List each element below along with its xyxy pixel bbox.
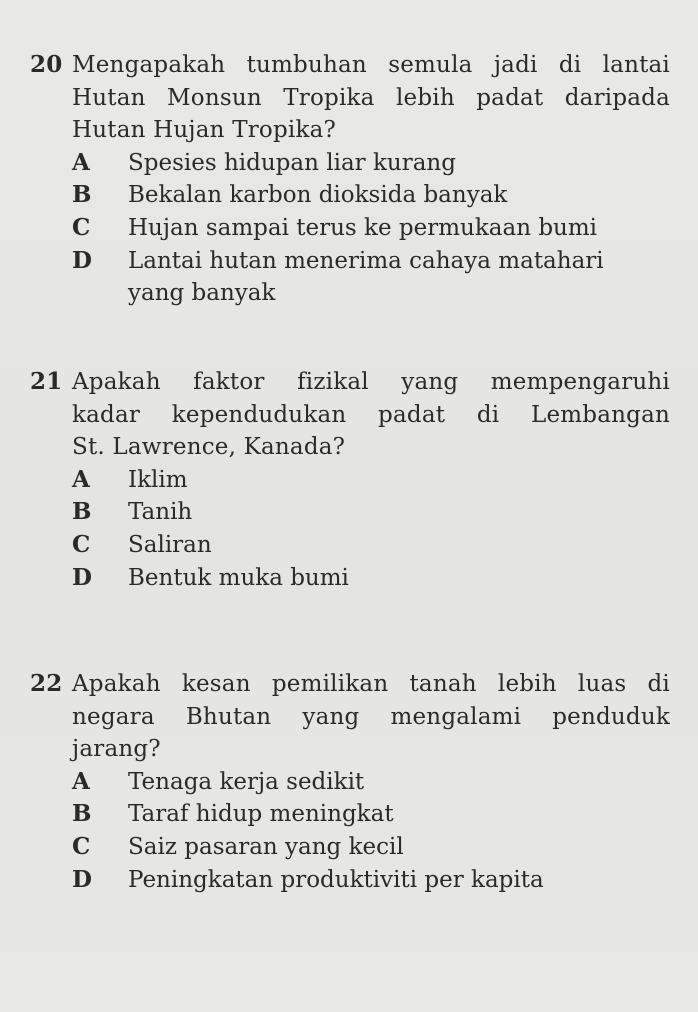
option-text: Saiz pasaran yang kecil bbox=[128, 833, 404, 860]
option-letter: A bbox=[72, 465, 90, 493]
question-22 bbox=[30, 668, 670, 896]
question-line bbox=[30, 366, 670, 399]
option-text: Tenaga kerja sedikit bbox=[128, 768, 365, 795]
option-letter: B bbox=[72, 800, 92, 828]
option-c[interactable] bbox=[30, 831, 670, 864]
option-a[interactable] bbox=[30, 147, 670, 180]
option-letter: A bbox=[72, 148, 90, 176]
option-text: Bentuk muka bumi bbox=[128, 564, 349, 591]
question-text: negara Bhutan yang mengalami penduduk bbox=[72, 703, 670, 730]
option-d[interactable] bbox=[30, 245, 670, 310]
option-letter: C bbox=[72, 832, 91, 860]
question-text: jarang? bbox=[72, 736, 161, 763]
option-a[interactable] bbox=[30, 766, 670, 799]
option-letter: A bbox=[72, 767, 90, 795]
question-text: Mengapakah tumbuhan semula jadi di lantai bbox=[72, 52, 670, 78]
option-letter: D bbox=[72, 563, 92, 591]
question-text: Apakah faktor fizikal yang mempengaruhi bbox=[72, 369, 670, 395]
option-text: Lantai hutan menerima cahaya matahari bbox=[128, 247, 604, 274]
question-line bbox=[30, 668, 670, 701]
option-text: Peningkatan produktiviti per kapita bbox=[128, 866, 544, 893]
question-text: kadar kependudukan padat di Lembangan bbox=[72, 401, 670, 428]
option-letter: B bbox=[72, 181, 92, 209]
option-letter: C bbox=[72, 530, 91, 558]
option-text: yang banyak bbox=[128, 280, 276, 307]
question-text: Apakah kesan pemilikan tanah lebih luas di bbox=[72, 671, 670, 697]
question-number: 22 bbox=[30, 670, 63, 697]
option-letter: B bbox=[72, 498, 92, 526]
option-text: Bekalan karbon dioksida banyak bbox=[128, 182, 508, 209]
option-b[interactable] bbox=[30, 179, 670, 212]
option-d[interactable] bbox=[30, 562, 670, 595]
question-20 bbox=[30, 49, 670, 310]
option-d[interactable] bbox=[30, 864, 670, 897]
option-text: Spesies hidupan liar kurang bbox=[128, 149, 456, 176]
option-letter: C bbox=[72, 213, 91, 241]
option-a[interactable] bbox=[30, 464, 670, 497]
option-text: Tanih bbox=[128, 499, 193, 526]
option-c[interactable] bbox=[30, 212, 670, 245]
option-text: Taraf hidup meningkat bbox=[128, 801, 394, 828]
option-text: Saliran bbox=[128, 531, 212, 558]
option-text: Iklim bbox=[128, 466, 188, 493]
question-line bbox=[30, 49, 670, 82]
question-text: Hutan Hujan Tropika? bbox=[72, 117, 337, 144]
question-number: 21 bbox=[30, 368, 63, 395]
option-text: Hujan sampai terus ke permukaan bumi bbox=[128, 214, 598, 241]
question-text: Hutan Monsun Tropika lebih padat daripada bbox=[72, 84, 670, 111]
option-b[interactable] bbox=[30, 798, 670, 831]
option-b[interactable] bbox=[30, 496, 670, 529]
question-text: St. Lawrence, Kanada? bbox=[72, 434, 346, 461]
option-letter: D bbox=[72, 865, 92, 893]
option-c[interactable] bbox=[30, 529, 670, 562]
question-number: 20 bbox=[30, 51, 63, 78]
option-letter: D bbox=[72, 246, 92, 274]
question-21 bbox=[30, 366, 670, 594]
